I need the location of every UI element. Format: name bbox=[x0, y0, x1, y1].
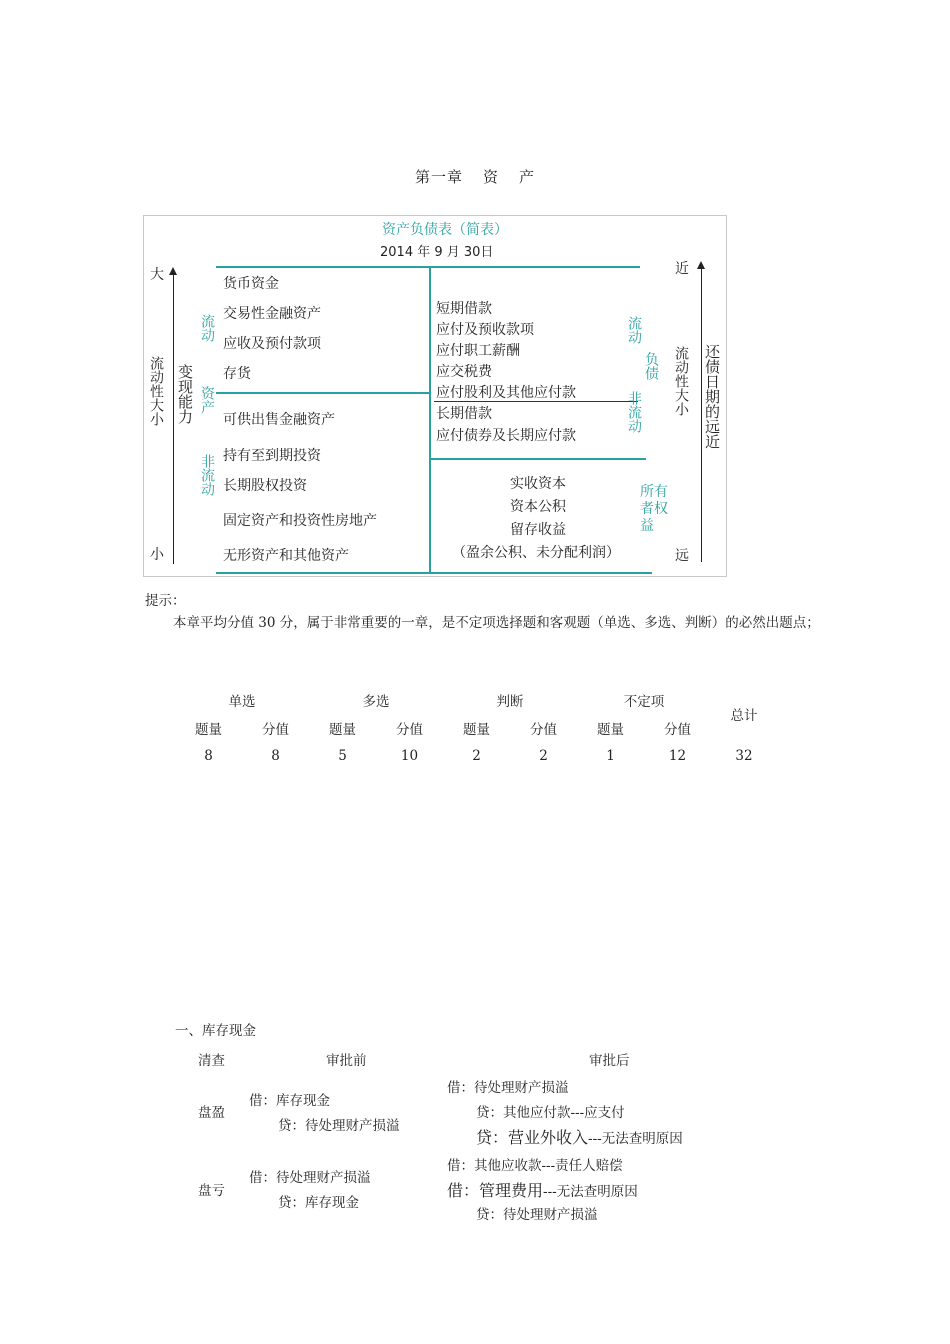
liability-item: 长期借款 bbox=[436, 406, 492, 422]
noncurrent-assets-label: 非流动 bbox=[199, 454, 215, 496]
page-title: 第一章 资 产 bbox=[414, 168, 536, 186]
table-row bbox=[175, 742, 777, 770]
asset-item: 存货 bbox=[223, 366, 251, 382]
asset-item: 货币资金 bbox=[223, 276, 279, 292]
top-rule bbox=[216, 266, 640, 268]
score-table bbox=[175, 686, 777, 770]
sub-header: 题量 bbox=[329, 722, 356, 738]
journal-line: 贷：库存现金 bbox=[278, 1195, 359, 1211]
sub-header: 分值 bbox=[396, 722, 423, 738]
group-header: 不定项 bbox=[623, 694, 665, 710]
liability-item: 应付职工薪酬 bbox=[436, 343, 520, 359]
total-header: 总计 bbox=[730, 708, 758, 724]
current-assets-label: 流动 bbox=[199, 314, 215, 342]
table-cell: 32 bbox=[735, 748, 753, 764]
bottom-rule bbox=[216, 572, 652, 574]
liability-equity-divider bbox=[430, 458, 646, 460]
table-cell: 2 bbox=[472, 748, 481, 764]
asset-item: 应收及预付款项 bbox=[223, 336, 321, 352]
left-axis-bottom: 小 bbox=[150, 547, 164, 563]
liability-item: 短期借款 bbox=[436, 301, 492, 317]
sub-header: 分值 bbox=[530, 722, 557, 738]
equity-item: （盈余公积、未分配利润） bbox=[452, 545, 620, 561]
group-header: 单选 bbox=[228, 694, 256, 710]
liability-item: 应付及预收款项 bbox=[436, 322, 534, 338]
sub-header: 题量 bbox=[195, 722, 222, 738]
asset-item: 持有至到期投资 bbox=[223, 448, 321, 464]
sub-header: 分值 bbox=[664, 722, 691, 738]
right-axis-line bbox=[701, 268, 702, 562]
table-cell: 10 bbox=[400, 748, 419, 764]
journal-line: 借：其他应收款---责任人赔偿 bbox=[447, 1158, 623, 1174]
journal-line: 贷：营业外收入---无法查明原因 bbox=[476, 1128, 683, 1147]
asset-item: 交易性金融资产 bbox=[223, 306, 321, 322]
sub-header: 题量 bbox=[463, 722, 490, 738]
current-liabilities-label: 流动 bbox=[626, 316, 642, 344]
sub-header: 分值 bbox=[262, 722, 289, 738]
asset-item: 固定资产和投资性房地产 bbox=[223, 513, 377, 529]
center-divider bbox=[429, 266, 431, 572]
table-cell: 1 bbox=[606, 748, 615, 764]
equity-item: 实收资本 bbox=[510, 476, 566, 492]
table-cell: 8 bbox=[271, 748, 280, 764]
assets-label: 资产 bbox=[199, 386, 215, 414]
journal-line: 贷：待处理财产损溢 bbox=[476, 1207, 598, 1223]
asset-divider bbox=[216, 392, 430, 394]
left-axis-top: 大 bbox=[150, 267, 164, 283]
intro-paragraph: 本章平均分值 30 分，属于非常重要的一章，是不定项选择题和客观题（单选、多选、判断）的必然出题点； bbox=[173, 615, 820, 631]
asset-item: 长期股权投资 bbox=[223, 478, 307, 494]
table-cell: 12 bbox=[668, 748, 687, 764]
arrow-up-icon bbox=[697, 261, 705, 269]
arrow-up-icon bbox=[169, 267, 177, 275]
liability-item: 应付债券及长期应付款 bbox=[436, 428, 576, 444]
journal-line: 贷：其他应付款---应支付 bbox=[476, 1105, 625, 1121]
col-header: 审批后 bbox=[589, 1053, 630, 1069]
noncurrent-liabilities-label: 非流动 bbox=[626, 391, 642, 433]
journal-line: 借：管理费用---无法查明原因 bbox=[447, 1181, 638, 1200]
asset-item: 无形资产和其他资产 bbox=[223, 548, 349, 564]
shortage-label: 盘亏 bbox=[198, 1183, 225, 1199]
journal-line: 借：库存现金 bbox=[249, 1093, 330, 1109]
equity-item: 留存收益 bbox=[510, 522, 566, 538]
liability-item: 应交税费 bbox=[436, 364, 492, 380]
left-axis-label: 流动性大小 bbox=[148, 356, 164, 426]
liabilities-label: 负债 bbox=[643, 352, 659, 380]
group-header: 多选 bbox=[362, 694, 390, 710]
group-header: 判断 bbox=[496, 694, 524, 710]
journal-line: 借：待处理财产损溢 bbox=[249, 1170, 371, 1186]
balance-sheet-figure bbox=[143, 215, 727, 577]
right-axis-label-2: 还债日期的远近 bbox=[703, 344, 721, 449]
section-heading: 一、库存现金 bbox=[175, 1023, 256, 1039]
balance-sheet-heading: 资产负债表（简表） bbox=[382, 222, 508, 238]
journal-line: 借：待处理财产损溢 bbox=[447, 1080, 569, 1096]
right-axis-bottom: 远 bbox=[675, 548, 689, 564]
journal-line: 贷：待处理财产损溢 bbox=[278, 1118, 400, 1134]
sub-header: 题量 bbox=[597, 722, 624, 738]
table-cell: 2 bbox=[539, 748, 548, 764]
right-axis-label: 流动性大小 bbox=[673, 346, 689, 416]
asset-item: 可供出售金融资产 bbox=[223, 412, 335, 428]
surplus-label: 盘盈 bbox=[198, 1105, 225, 1121]
table-cell: 8 bbox=[204, 748, 213, 764]
col-header: 审批前 bbox=[326, 1053, 367, 1069]
tip-label: 提示： bbox=[145, 593, 186, 609]
balance-sheet-date: 2014 年 9 月 30日 bbox=[380, 245, 494, 260]
realization-label: 变现能力 bbox=[176, 364, 194, 424]
col-header: 清查 bbox=[198, 1053, 225, 1069]
equity-item: 资本公积 bbox=[510, 499, 566, 515]
left-axis-line bbox=[173, 274, 174, 564]
right-axis-top: 近 bbox=[675, 261, 689, 277]
liability-item: 应付股利及其他应付款 bbox=[436, 385, 576, 401]
table-cell: 5 bbox=[338, 748, 347, 764]
equity-label: 所有者权益 bbox=[640, 484, 668, 534]
